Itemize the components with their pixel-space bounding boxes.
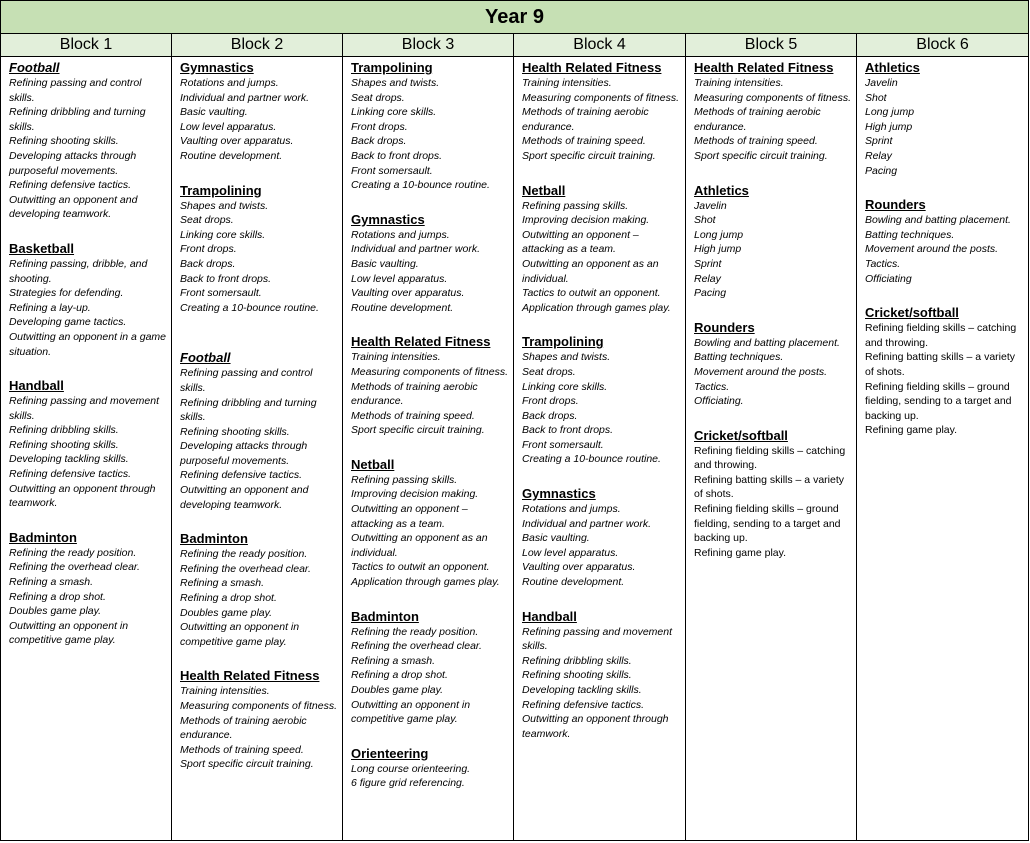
activity-title: Rounders [865, 197, 926, 213]
activity-detail-line: Low level apparatus. [180, 120, 277, 133]
activity-detail-line: Methods of training speed. [522, 135, 646, 148]
activity-title: Netball [351, 456, 395, 472]
activity-title: Health Related Fitness [694, 60, 834, 75]
activity-detail-line: Outwitting an opponent through teamwork. [522, 713, 669, 740]
activity-title: Athletics [865, 60, 920, 75]
activity-detail-line: Front drops. [180, 243, 237, 256]
activity-section [9, 241, 167, 359]
activity-detail-line: Refining passing and control skills. [180, 367, 313, 394]
activity-detail-line: Front drops. [522, 395, 579, 408]
activity-detail-line: Refining fielding skills – catching and throwing. [865, 322, 1017, 349]
activity-detail-line: Front drops. [351, 120, 408, 133]
activity-detail-line: Shot [865, 91, 887, 104]
activity-section [9, 60, 167, 222]
activity-detail-line: Routine development. [351, 301, 454, 314]
activity-section [522, 486, 681, 590]
activity-detail-line: Seat drops. [351, 91, 405, 104]
activity-detail-line: Refining the ready position. [9, 546, 137, 559]
activity-detail-line: Doubles game play. [180, 606, 273, 619]
activity-title: Trampolining [522, 334, 604, 350]
activity-section [522, 609, 681, 742]
activity-title: Trampolining [351, 60, 433, 75]
activity-detail-line: Methods of training speed. [180, 743, 304, 756]
activity-detail-line: Outwitting an opponent as an individual. [351, 532, 488, 559]
activity-detail-line: Outwitting an opponent – attacking as a team. [351, 503, 468, 530]
activity-detail-line: Back drops. [351, 135, 407, 148]
activity-detail-line: Vaulting over apparatus. [351, 287, 465, 300]
activity-detail-line: Outwitting an opponent and developing teamwork. [9, 193, 138, 221]
activity-detail-line: Back to front drops. [351, 149, 443, 162]
activity-detail-line: Measuring components of fitness. [522, 91, 679, 104]
activity-section [180, 668, 338, 772]
activity-detail-line: Refining shooting skills. [9, 438, 119, 451]
activity-detail-line: Refining passing and movement skills. [522, 625, 673, 653]
activity-detail-line: Batting techniques. [694, 351, 784, 364]
activity-title: Netball [522, 182, 566, 198]
activity-detail-line: Refining a smash. [351, 654, 436, 667]
activity-detail-line: Javelin [865, 77, 898, 89]
activity-detail-line: Relay [865, 149, 892, 162]
activity-detail-line: Creating a 10-bounce routine. [351, 179, 490, 192]
activity-title: Athletics [694, 182, 749, 198]
activity-section [180, 531, 338, 649]
activity-title: Trampolining [180, 182, 262, 198]
activity-detail-line: Refining defensive tactics. [522, 698, 644, 711]
activity-title: Badminton [351, 608, 419, 624]
activity-detail-line: Pacing [865, 164, 898, 177]
activity-detail-line: Front somersault. [180, 287, 262, 300]
activity-detail-line: Refining game play. [865, 424, 958, 437]
activity-detail-line: Shapes and twists. [351, 77, 440, 89]
activity-title: Handball [9, 378, 64, 394]
activity-title: Gymnastics [351, 211, 425, 227]
activity-section [694, 183, 852, 301]
activity-detail-line: Sport specific circuit training. [180, 758, 314, 771]
activity-detail-line: Refining batting skills – a variety of shots. [694, 473, 844, 501]
activity-detail-line: Refining passing and movement skills. [9, 395, 160, 422]
activity-detail-line: Training intensities. [522, 77, 612, 89]
activity-detail-line: Refining shooting skills. [9, 135, 119, 148]
activity-section [351, 334, 509, 438]
block-5-column [686, 57, 857, 841]
activity-detail-line: Rotations and jumps. [522, 503, 621, 516]
activity-detail-line: Basic vaulting. [522, 532, 590, 545]
block-2-header: Block 2 [172, 34, 343, 56]
activity-detail-line: Training intensities. [180, 685, 270, 698]
activity-detail-line: Back to front drops. [180, 272, 272, 285]
activity-detail-line: Refining dribbling skills. [9, 424, 119, 437]
activity-detail-line: Refining fielding skills – ground fielding, sending to a target and backing up. [865, 380, 1012, 422]
activity-detail-line: Refining passing and control skills. [9, 77, 142, 104]
activity-detail-line: Rotations and jumps. [351, 228, 450, 241]
activity-section [522, 334, 681, 467]
block-content-row [1, 57, 1028, 841]
block-6-column [857, 57, 1028, 841]
activity-detail-line: Batting techniques. [865, 228, 955, 241]
activity-detail-line: Improving decision making. [522, 214, 650, 227]
activity-detail-line: Developing game tactics. [9, 316, 127, 329]
activity-detail-line: Refining the ready position. [180, 548, 308, 561]
block-1-header: Block 1 [1, 34, 172, 56]
activity-detail-line: Refining passing skills. [522, 199, 629, 212]
activity-detail-line: Application through games play. [351, 576, 500, 589]
activity-detail-line: Shapes and twists. [522, 351, 611, 364]
activity-detail-line: Officiating. [694, 395, 744, 408]
activity-detail-line: Pacing [694, 287, 727, 300]
activity-detail-line: Tactics. [694, 380, 730, 393]
activity-detail-line: Methods of training speed. [694, 135, 818, 148]
activity-detail-line: Back to front drops. [522, 424, 614, 437]
activity-detail-line: Refining a drop shot. [351, 669, 448, 682]
activity-detail-line: Rotations and jumps. [180, 77, 279, 89]
activity-title: Badminton [180, 531, 248, 547]
activity-detail-line: Application through games play. [522, 301, 671, 314]
activity-detail-line: Outwitting an opponent as an individual. [522, 257, 659, 285]
activity-detail-line: Creating a 10-bounce routine. [180, 301, 319, 314]
activity-detail-line: Training intensities. [351, 351, 441, 364]
activity-detail-line: Doubles game play. [351, 684, 444, 696]
activity-detail-line: Refining passing skills. [351, 473, 458, 486]
activity-detail-line: Sprint [694, 257, 722, 270]
activity-detail-line: Refining a drop shot. [180, 592, 277, 605]
activity-detail-line: Low level apparatus. [351, 272, 448, 285]
activity-detail-line: Bowling and batting placement. [865, 214, 1011, 227]
activity-detail-line: Individual and partner work. [351, 243, 480, 256]
activity-detail-line: Individual and partner work. [522, 517, 651, 530]
activity-detail-line: Tactics. [865, 257, 901, 270]
activity-detail-line: Sprint [865, 135, 893, 148]
activity-detail-line: Refining dribbling and turning skills. [9, 106, 146, 133]
activity-section [351, 609, 509, 727]
activity-title: Health Related Fitness [180, 668, 320, 684]
activity-section [180, 183, 338, 316]
activity-title: Badminton [9, 529, 77, 545]
activity-detail-line: Refining fielding skills – catching and throwing. [694, 444, 846, 472]
activity-detail-line: Methods of training aerobic endurance. [522, 106, 649, 133]
activity-detail-line: Measuring components of fitness. [694, 91, 851, 104]
activity-detail-line: Developing tackling skills. [522, 684, 642, 696]
activity-detail-line: Refining batting skills – a variety of shots. [865, 351, 1015, 378]
activity-title: Rounders [694, 319, 755, 335]
activity-detail-line: Refining defensive tactics. [180, 469, 302, 482]
activity-detail-line: Relay [694, 272, 721, 285]
activity-detail-line: Refining a drop shot. [9, 590, 106, 603]
activity-detail-line: Outwitting an opponent in competitive game play. [9, 619, 129, 647]
activity-title: Football [9, 60, 60, 75]
activity-section [9, 530, 167, 648]
activity-detail-line: Low level apparatus. [522, 546, 619, 559]
activity-section [351, 60, 509, 193]
activity-detail-line: Outwitting an opponent in competitive game play. [180, 621, 300, 648]
activity-section [522, 60, 681, 164]
activity-detail-line: Routine development. [522, 576, 625, 589]
activity-detail-line: Sport specific circuit training. [522, 149, 656, 162]
activity-section [351, 212, 509, 316]
activity-detail-line: Refining defensive tactics. [9, 468, 131, 481]
activity-detail-line: Refining fielding skills – ground fielding, sending to a target and backing up. [694, 503, 841, 545]
activity-detail-line: Back drops. [522, 409, 578, 422]
activity-detail-line: Outwitting an opponent through teamwork. [9, 482, 156, 510]
activity-detail-line: High jump [865, 120, 913, 133]
activity-section [351, 457, 509, 590]
activity-detail-line: Sport specific circuit training. [351, 424, 485, 437]
activity-detail-line: Seat drops. [522, 365, 576, 378]
block-header-row [1, 34, 1028, 57]
activity-detail-line: Basic vaulting. [351, 257, 419, 270]
activity-detail-line: Refining shooting skills. [522, 669, 632, 682]
activity-detail-line: Methods of training aerobic endurance. [180, 714, 307, 742]
block-3-column [343, 57, 514, 841]
activity-detail-line: Methods of training speed. [351, 409, 475, 422]
activity-detail-line: Refining a smash. [9, 576, 94, 589]
activity-section [694, 320, 852, 409]
activity-detail-line: Refining game play. [694, 546, 787, 559]
activity-detail-line: Officiating [865, 272, 912, 285]
activity-detail-line: Tactics to outwit an opponent. [522, 287, 661, 300]
activity-title: Cricket/softball [694, 427, 788, 443]
activity-detail-line: Linking core skills. [522, 380, 608, 393]
activity-detail-line: Individual and partner work. [180, 91, 309, 104]
activity-detail-line: Bowling and batting placement. [694, 336, 840, 349]
activity-detail-line: Outwitting an opponent and developing teamwork. [180, 484, 309, 511]
block-3-header: Block 3 [343, 34, 514, 56]
activity-section [865, 197, 1024, 286]
activity-title: Gymnastics [522, 486, 596, 502]
activity-detail-line: Refining shooting skills. [180, 425, 290, 438]
activity-detail-line: Refining a smash. [180, 577, 265, 590]
activity-detail-line: Improving decision making. [351, 488, 479, 501]
activity-title: Cricket/softball [865, 305, 959, 321]
block-4-column [514, 57, 686, 841]
activity-detail-line: Outwitting an opponent in a game situation. [9, 330, 167, 358]
activity-title: Basketball [9, 240, 75, 256]
activity-section [694, 428, 852, 561]
activity-detail-line: Routine development. [180, 149, 283, 162]
activity-detail-line: Sport specific circuit training. [694, 149, 828, 162]
activity-detail-line: Vaulting over apparatus. [180, 135, 294, 148]
block-2-column [172, 57, 343, 841]
activity-title: Handball [522, 608, 577, 624]
activity-detail-line: Front somersault. [351, 164, 433, 177]
activity-detail-line: Refining dribbling and turning skills. [180, 396, 317, 424]
activity-title: Health Related Fitness [351, 334, 491, 350]
activity-detail-line: Outwitting an opponent in competitive game play. [351, 698, 471, 726]
activity-detail-line: Javelin [694, 199, 727, 212]
activity-title: Football [180, 350, 231, 366]
activity-detail-line: Movement around the posts. [694, 365, 828, 378]
activity-detail-line: Front somersault. [522, 438, 604, 451]
activity-section [865, 60, 1024, 178]
activity-detail-line: Refining a lay-up. [9, 301, 91, 314]
activity-detail-line: Refining defensive tactics. [9, 179, 131, 192]
block-1-column [1, 57, 172, 841]
activity-detail-line: Shot [694, 214, 716, 227]
activity-detail-line: Measuring components of fitness. [351, 365, 508, 378]
activity-detail-line: Methods of training aerobic endurance. [694, 106, 821, 133]
activity-detail-line: Basic vaulting. [180, 106, 248, 119]
activity-detail-line: Long jump [694, 228, 744, 241]
activity-detail-line: Long course orienteering. [351, 762, 471, 775]
table-title: Year 9 [1, 1, 1028, 34]
activity-detail-line: Linking core skills. [180, 228, 266, 241]
activity-detail-line: Developing tackling skills. [9, 453, 129, 466]
activity-detail-line: Training intensities. [694, 77, 784, 89]
activity-detail-line: Seat drops. [180, 214, 234, 227]
activity-detail-line: Movement around the posts. [865, 243, 999, 256]
activity-detail-line: Shapes and twists. [180, 199, 269, 212]
activity-detail-line: Doubles game play. [9, 605, 102, 618]
activity-detail-line: High jump [694, 243, 742, 256]
activity-detail-line: Refining the overhead clear. [351, 640, 482, 653]
activity-detail-line: Tactics to outwit an opponent. [351, 561, 490, 574]
activity-detail-line: Back drops. [180, 257, 236, 270]
activity-detail-line: Developing attacks through purposeful movements. [180, 440, 308, 467]
block-6-header: Block 6 [916, 36, 969, 53]
activity-title: Health Related Fitness [522, 60, 662, 75]
block-5-header: Block 5 [686, 34, 857, 56]
activity-section [9, 378, 167, 511]
activity-detail-line: Refining the overhead clear. [9, 561, 140, 574]
activity-detail-line: Refining dribbling skills. [522, 654, 632, 667]
activity-detail-line: Methods of training aerobic endurance. [351, 380, 478, 408]
activity-section [522, 183, 681, 316]
activity-section [351, 746, 509, 791]
activity-detail-line: Outwitting an opponent – attacking as a team. [522, 228, 639, 256]
activity-detail-line: Refining passing, dribble, and shooting. [9, 257, 148, 285]
activity-detail-line: 6 figure grid referencing. [351, 777, 465, 790]
activity-section [180, 350, 338, 512]
activity-detail-line: Developing attacks through purposeful movements. [9, 149, 137, 177]
activity-detail-line: Linking core skills. [351, 106, 437, 119]
activity-section [180, 60, 338, 164]
activity-detail-line: Refining the ready position. [351, 625, 479, 638]
activity-detail-line: Strategies for defending. [9, 287, 124, 300]
activity-title: Orienteering [351, 745, 429, 761]
activity-detail-line: Creating a 10-bounce routine. [522, 453, 661, 466]
activity-detail-line: Measuring components of fitness. [180, 700, 337, 712]
activity-title: Gymnastics [180, 60, 254, 75]
activity-section [694, 60, 852, 164]
activity-detail-line: Refining the overhead clear. [180, 562, 311, 575]
activity-detail-line: Vaulting over apparatus. [522, 561, 636, 574]
activity-section [865, 305, 1024, 438]
block-4-header: Block 4 [514, 34, 686, 56]
activity-detail-line: Long jump [865, 106, 915, 119]
